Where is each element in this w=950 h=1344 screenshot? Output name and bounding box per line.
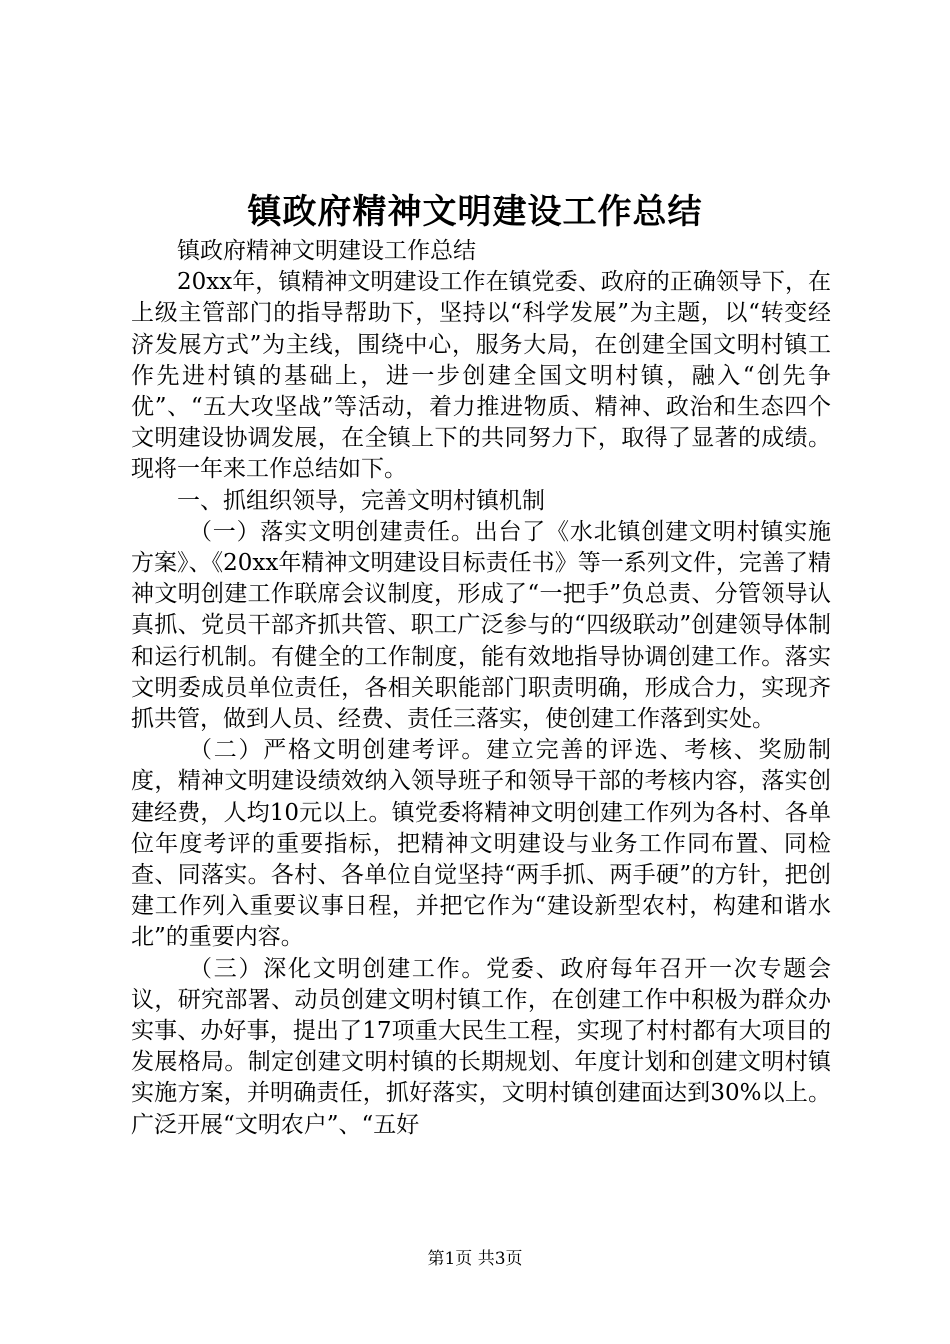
paragraph-item-2: （二）严格文明创建考评。建立完善的评选、考核、奖励制度，精神文明建设绩效纳入领导班子和领导干部的考核内容，落实创建经费，人均10元以上。镇党委将精神文明创建工作列为各村、各单位年度考评的重要指标，把精神文明建设与业务工作同布置、同检查、同落实。各村、各单位自觉坚持“两手抓、两手硬”的方针，把创建工作列入重要议事日程，并把它作为“建设新型农村，构建和谐水北”的重要内容。 xyxy=(131,737,831,951)
paragraph-item-1: （一）落实文明创建责任。出台了《水北镇创建文明村镇实施方案》、《20xx年精神文明建设目标责任书》等一系列文件，完善了精神文明创建工作联席会议制度，形成了“一把手”负总责、分管领导认真抓、党员干部齐抓共管、职工广泛参与的“四级联动”创建领导体制和运行机制。有健全的工作制度，能有效地指导协调创建工作。落实文明委成员单位责任，各相关职能部门职责明确，形成合力，实现齐抓共管，做到人员、经费、责任三落实，使创建工作落到实处。 xyxy=(131,518,831,733)
paragraph-intro: 20xx年，镇精神文明建设工作在镇党委、政府的正确领导下，在上级主管部门的指导帮助下，坚持以“科学发展”为主题，以“转变经济发展方式”为主线，围绕中心，服务大局，在创建全国文明村镇工作先进村镇的基础上，进一步创建全国文明村镇，融入“创先争优”、“五大攻坚战”等活动，着力推进物质、精神、政治和生态四个文明建设协调发展，在全镇上下的共同努力下，取得了显著的成绩。现将一年来工作总结如下。 xyxy=(131,269,831,483)
section-heading: 一、抓组织领导，完善文明村镇机制 xyxy=(177,487,545,514)
document-title: 镇政府精神文明建设工作总结 xyxy=(247,192,703,232)
page-number: 第1页 共3页 xyxy=(427,1249,523,1269)
paragraph-item-3: （三）深化文明创建工作。党委、政府每年召开一次专题会议，研究部署、动员创建文明村镇工作，在创建工作中积极为群众办实事、办好事，提出了17项重大民生工程，实现了村村都有大项目的发展格局。制定创建文明村镇的长期规划、年度计划和创建文明村镇实施方案，并明确责任，抓好落实，文明村镇创建面达到30%以上。广泛开展“文明农户”、“五好 xyxy=(131,955,831,1138)
paragraph-subtitle: 镇政府精神文明建设工作总结 xyxy=(177,238,476,264)
document-body xyxy=(131,236,831,1141)
